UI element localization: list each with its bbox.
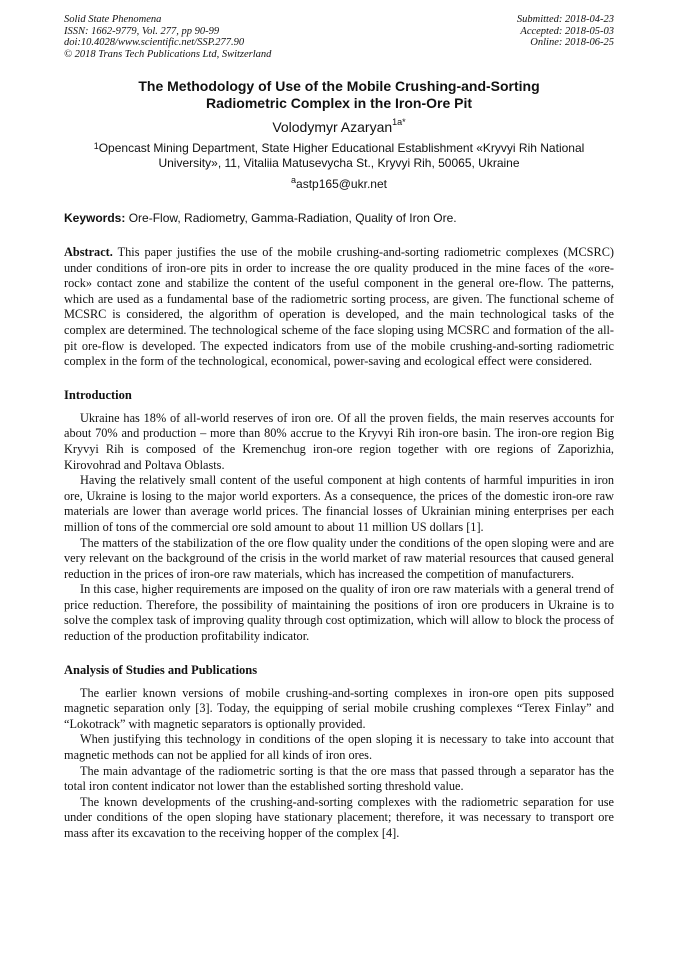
keywords-text: Ore-Flow, Radiometry, Gamma-Radiation, Quality of Iron Ore. [128,211,457,225]
paragraph: Ukraine has 18% of all-world reserves of iron ore. Of all the proven fields, the main reserves accounts for about 70% and production – more than 80% accrue to the Kryvyi Rih iron-ore basin. The iron-ore region Big Kryvyi Rih is composed of the Kremenchug iron-ore region together with ore regions of Zaporizhia, Kirovohrad and Poltava Oblasts. [64,410,614,472]
section-heading: Introduction [64,387,132,402]
submitted-date: Submitted: 2018-04-23 [516,14,614,25]
journal-info [64,14,271,60]
journal-copyright: © 2018 Trans Tech Publications Ltd, Switzerland [64,48,272,60]
author-sup: 1a* [392,117,406,127]
journal-issn: ISSN: 1662-9779, Vol. 277, pp 90-99 [64,25,220,37]
author [64,119,614,135]
affiliation [64,141,614,171]
paragraph: The earlier known versions of mobile crushing-and-sorting complexes in iron-ore open pits supposed magnetic separation only [3]. Today, the equipping of serial mobile crushing complexes “Terex Finlay” and “Lokotrack” with magnetic separators is optionally provided. [64,685,614,731]
keywords-label: Keywords: [64,211,126,225]
online-date: Online: 2018-06-25 [530,37,614,48]
title-line-2: Radiometric Complex in the Iron-Ore Pit [205,95,473,111]
journal-header [64,14,614,60]
email-sup: a [291,175,297,185]
accepted-date: Accepted: 2018-05-03 [520,25,614,37]
paragraph: The known developments of the crushing-and-sorting complexes with the radiometric separation for use under conditions of the open sloping have stationary placement; therefore, it was necessary to transport ore mass after its excavation to the receiving hopper of the complex [4]. [64,794,614,840]
submission-dates [517,14,614,60]
section-analysis [64,663,614,842]
title-line-1: The Methodology of Use of the Mobile Crushing-and-Sorting [138,78,540,94]
paragraph: When justifying this technology in conditions of the open sloping it is necessary to take into account that magnetic methods can not be applied for all kinds of iron ores. [64,732,614,763]
affiliation-line-1: Opencast Mining Department, State Higher Educational Establishment «Kryvyi Rih National [98,141,585,155]
paragraph: The main advantage of the radiometric sorting is that the ore mass that passed through a separator has the total iron content indicator not lower than the established sorting threshold value. [64,763,614,794]
abstract-text: This paper justifies the use of the mobile crushing-and-sorting radiometric complexes (MCSRC) under conditions of iron-ore pits in order to increase the ore quality produced in the mine faces of the «ore-rock» contact zone and stabilize the content of the useful component in the general ore-flow. The patterns, which are used as a fundamental base of the radiometric sorting process, are given. The functional scheme of MCSRC is considered, the algorithm of operation is developed, and the main technological tasks of the complex are determined. The technological scheme of the face sloping using MCSRC and formation of the all-pit ore-flow is developed. The expected indicators from use of the mobile crushing-and-sorting radiometric complex in the form of the technological, economical, power-saving and ecological effect were considered. [64,245,614,369]
keywords [64,211,614,225]
paragraph: In this case, higher requirements are imposed on the quality of iron ore raw materials with a general trend of price reduction. Therefore, the possibility of maintaining the positions of iron ore producers in Ukraine is to solve the complex task of improving quality through cost optimization, which will allow to block the process of reduction of the production profitability indicator. [64,582,614,644]
section-heading: Analysis of Studies and Publications [64,662,258,677]
email-address[interactable]: astp165@ukr.net [296,177,387,191]
abstract-label: Abstract. [64,245,113,259]
author-email [64,177,614,191]
abstract [64,245,614,370]
author-name: Volodymyr Azaryan [272,119,393,135]
paragraph: The matters of the stabilization of the ore flow quality under the conditions of the open sloping were and are very relevant on the background of the crisis in the world market of raw material resources that caused general reduction in the prices of iron-ore raw materials, which has increased the competition of manufacturers. [64,535,614,581]
journal-name: Solid State Phenomena [64,14,162,25]
paper-title [64,78,614,112]
section-introduction [64,388,614,645]
paragraph: Having the relatively small content of the useful component at high contents of harmful impurities in iron ore, Ukraine is losing to the major world exporters. As a consequence, the prices of the domestic iron-ore raw materials are lower than average world prices. The financial losses of Ukrainian mining enterprises per each million of tons of the commercial ore sold amount to about 11 million US dollars [1]. [64,473,614,534]
affiliation-line-2: University», 11, Vitaliia Matusevycha St., Kryvyi Rih, 50065, Ukraine [158,156,520,170]
paper-page [64,14,614,842]
journal-doi: doi:10.4028/www.scientific.net/SSP.277.90 [64,37,245,48]
affiliation-sup: 1 [93,141,99,151]
